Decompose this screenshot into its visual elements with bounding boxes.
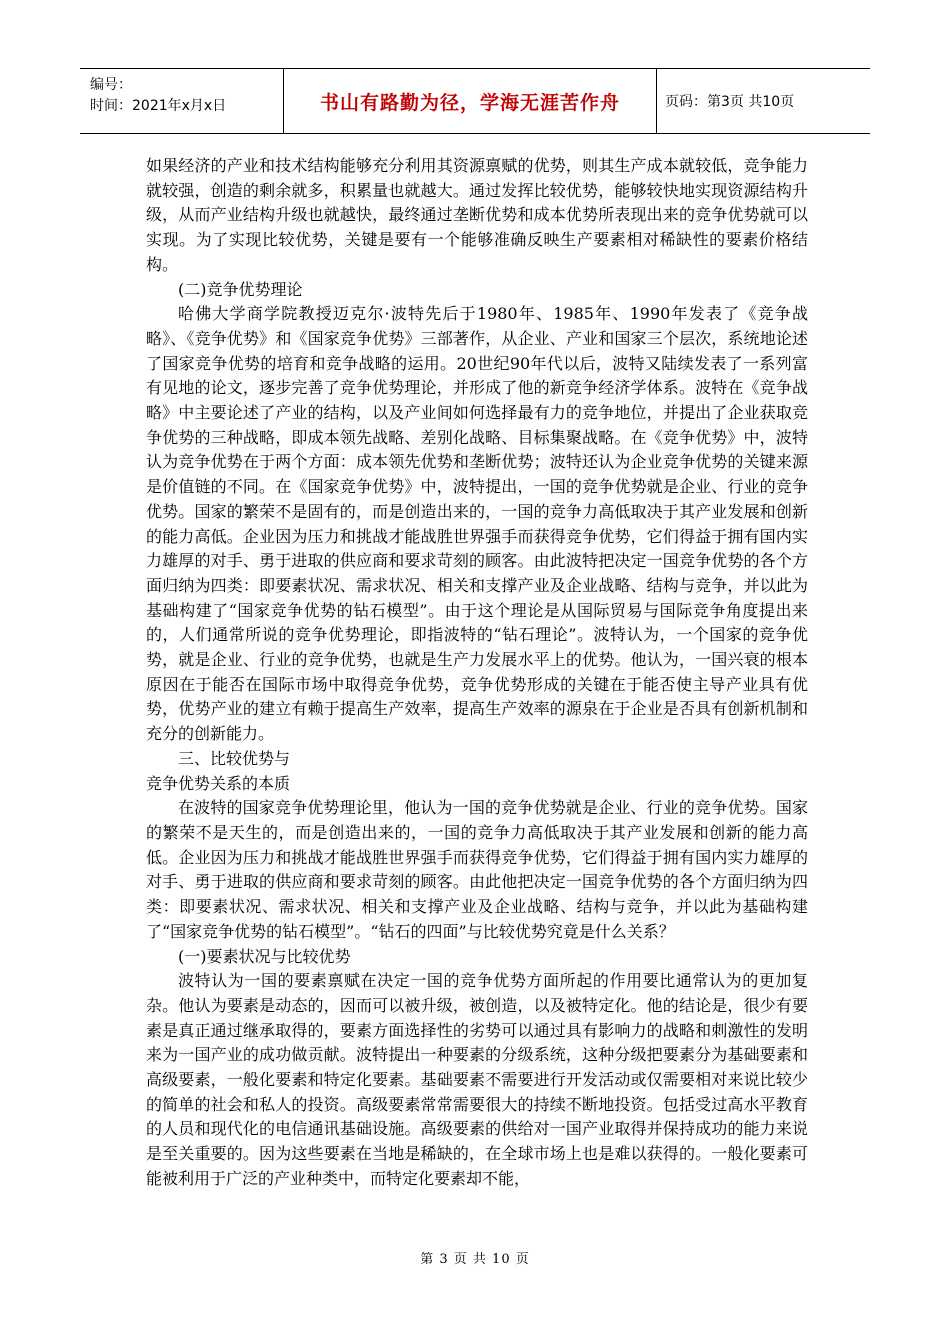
header-motto: 书山有路勤为径，学海无涯苦作舟: [284, 69, 657, 133]
paragraph-2: 哈佛大学商学院教授迈克尔·波特先后于1980年、1985年、1990年发表了《竞争战略》、《竞争优势》和《国家竞争优势》三部著作，从企业、产业和国家三个层次，系统地论述了国家竞争优势的培育和竞争战略的运用。20世纪90年代以后，波特又陆续发表了一系列富有见地的论文，逐步完善了竞争优势理论，并形成了他的新竞争经济学体系。波特在《竞争战略》中主要论述了产业的结构，以及产业间如何选择最有力的竞争地位，并提出了企业获取竞争优势的三种战略，即成本领先战略、差别化战略、目标集聚战略。在《竞争优势》中，波特认为竞争优势在于两个方面：成本领先优势和垄断优势；波特还认为企业竞争优势的关键来源是价值链的不同。在《国家竞争优势》中，波特提出，一国的竞争优势就是企业、行业的竞争优势。国家的繁荣不是固有的，而是创造出来的，一国的竞争力高低取决于其产业发展和创新的能力高低。企业因为压力和挑战才能战胜世界强手而获得竞争优势，它们得益于拥有国内实力雄厚的对手、勇于进取的供应商和要求苛刻的顾客。由此波特把决定一国竞争优势的各个方面归纳为四类：即要素状况、需求状况、相关和支撑产业及企业战略、结构与竞争，并以此为基础构建了“国家竞争优势的钻石模型”。由于这个理论是从国际贸易与国际竞争角度提出来的，人们通常所说的竞争优势理论，即指波特的“钻石理论”。波特认为，一个国家的竞争优势，就是企业、行业的竞争优势，也就是生产力发展水平上的优势。他认为，一国兴衰的根本原因在于能否在国际市场中取得竞争优势，竞争优势形成的关键在于能否使主导产业具有优势，优势产业的建立有赖于提高生产效率，提高生产效率的源泉在于企业是否具有创新机制和充分的创新能力。: [146, 304, 808, 744]
date-label: 时间：2021年x月x日: [90, 98, 227, 114]
paragraph-1: 如果经济的产业和技术结构能够充分利用其资源禀赋的优势，则其生产成本就较低，竞争能力就较强，创造的剩余就多，积累量也就越大。通过发挥比较优势，能够较快地实现资源结构升级，从而产业结构升级也就越快，最终通过垄断优势和成本优势所表现出来的竞争优势就可以实现。为了实现比较优势，关键是要有一个能够准确反映生产要素相对稀缺性的要素价格结构。: [146, 156, 808, 274]
header-info: [80, 69, 284, 133]
paragraph-4: 波特认为一国的要素禀赋在决定一国的竞争优势方面所起的作用要比通常认为的更加复杂。他认为要素是动态的，因而可以被升级，被创造，以及被特定化。他的结论是，很少有要素是真正通过继承取得的，要素方面选择性的劣势可以通过具有影响力的战略和刺激性的发明来为一国产业的成功做贡献。波特提出一种要素的分级系统，这种分级把要素分为基础要素和高级要素，一般化要素和特定化要素。基础要素不需要进行开发活动或仅需要相对来说比较少的简单的社会和私人的投资。高级要素常常需要很大的持续不断地投资。包括受过高水平教育的人员和现代化的电信通讯基础设施。高级要素的供给对一国产业取得并保持成功的能力来说是至关重要的。因为这些要素在当地是稀缺的，在全球市场上也是难以获得的。一般化要素可能被利用于广泛的产业种类中，而特定化要素却不能，: [146, 971, 808, 1188]
section-heading-factor-conditions: (一)要素状况与比较优势: [178, 946, 351, 966]
section-heading-3-line2: 竞争优势关系的本质: [146, 773, 291, 793]
section-heading-3-line1: 三、比较优势与: [178, 748, 291, 768]
number-label: 编号：: [90, 77, 132, 93]
section-heading-competitive-advantage: (二)竞争优势理论: [178, 279, 303, 299]
paragraph-3: 在波特的国家竞争优势理论里，他认为一国的竞争优势就是企业、行业的竞争优势。国家的繁荣不是天生的，而是创造出来的，一国的竞争力高低取决于其产业发展和创新的能力高低。企业因为压力和挑战才能战胜世界强手而获得竞争优势，它们得益于拥有国内实力雄厚的对手、勇于进取的供应商和要求苛刻的顾客。由此他把决定一国竞争优势的各个方面归纳为四类：即要素状况、需求状况、相关和支撑产业及企业战略、结构与竞争，并以此为基础构建了“国家竞争优势的钻石模型”。“钻石的四面”与比较优势究竟是什么关系？: [146, 798, 808, 941]
page-header: [80, 68, 870, 134]
header-page-label: 页码：第3页 共10页: [665, 94, 795, 110]
page-footer: 第 3 页 共 10 页: [420, 1252, 530, 1267]
document-body: [146, 154, 808, 1192]
